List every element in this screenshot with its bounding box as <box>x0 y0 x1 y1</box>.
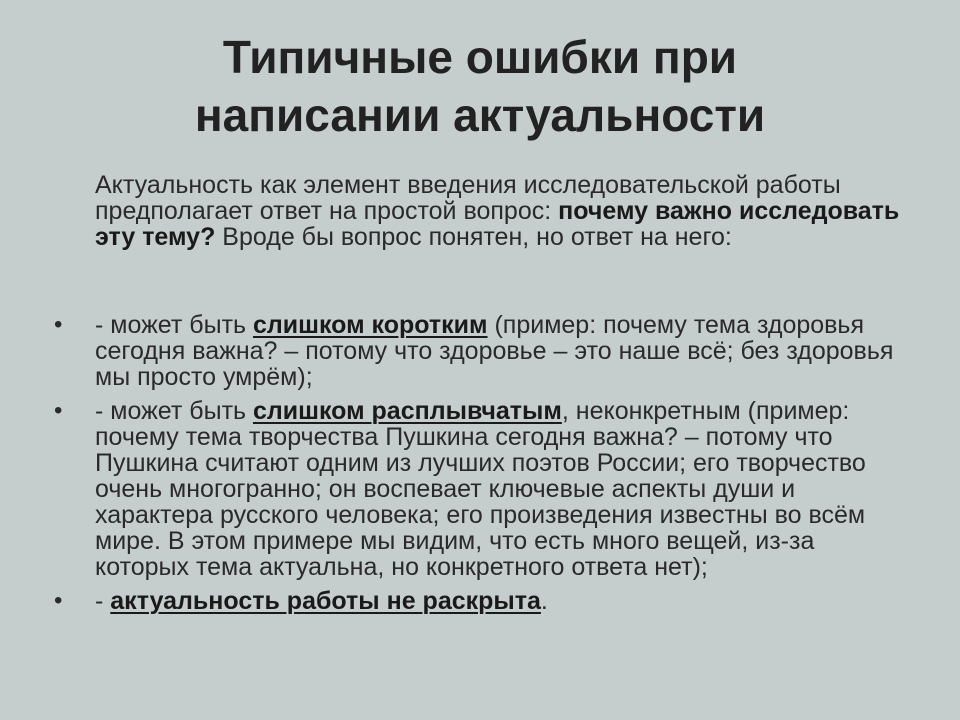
bullet-rest: , неконкретным (пример: почему тема творчества Пушкина сегодня важна? – потому что Пушкина считают одним из лучших поэтов России; его творчество очень многогранно; он воспевает ключевые аспекты души и характера русского человека; его произведения известны во всём мире. В этом примере мы видим, что есть много вещей, из-за которых тема актуальна, но конкретного ответа нет); <box>95 397 866 581</box>
slide-title-line-1: Типичные ошибки при <box>222 31 738 83</box>
intro-text-start: Актуальность как элемент введения исследовательской работы предполагает ответ на простой вопрос: <box>95 171 841 225</box>
bullet-rest: . <box>540 587 548 615</box>
bullet-emphasis: слишком коротким <box>252 311 488 339</box>
bullet-text <box>95 312 895 390</box>
bullet-text <box>95 398 895 580</box>
list-item <box>0 588 960 614</box>
bullet-emphasis: слишком расплывчатым <box>252 397 562 425</box>
bullet-marker: • <box>54 587 63 614</box>
bullet-prefix: - может быть <box>95 397 253 425</box>
intro-text-end: Вроде бы вопрос понятен, но ответ на него: <box>215 223 732 251</box>
bullet-text <box>95 588 895 614</box>
bullet-prefix: - может быть <box>95 311 253 339</box>
intro-paragraph <box>95 172 915 250</box>
bullet-prefix: - <box>95 587 111 615</box>
bullet-rest: (пример: почему тема здоровья сегодня важна? – потому что здоровье – это наше всё; без здоровья мы просто умрём); <box>95 311 894 391</box>
bullet-list <box>0 312 960 622</box>
list-item <box>0 312 960 390</box>
bullet-marker: • <box>54 397 63 424</box>
slide-title-line-2: написании актуальности <box>194 89 766 141</box>
bullet-marker: • <box>54 311 63 338</box>
intro-key-question: почему важно исследовать эту тему? <box>95 197 900 251</box>
slide-title <box>0 28 960 144</box>
list-item <box>0 398 960 580</box>
bullet-emphasis: актуальность работы не раскрыта <box>110 587 541 615</box>
